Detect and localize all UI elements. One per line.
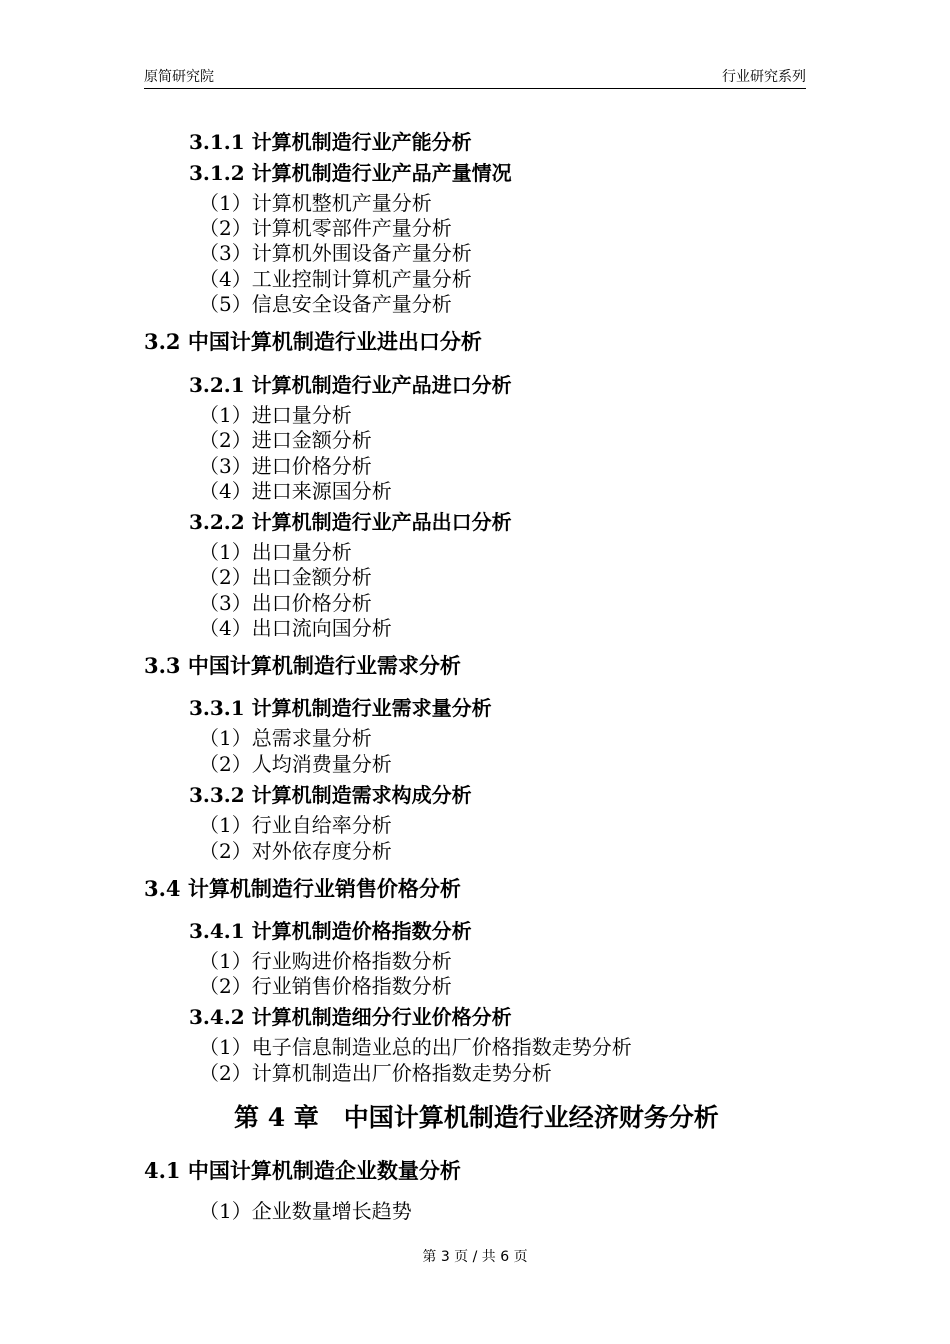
toc-subsection: 3.1.1 计算机制造行业产能分析 — [189, 130, 472, 154]
toc-subsection: 3.2.1 计算机制造行业产品进口分析 — [189, 373, 512, 397]
toc-item: （2）人均消费量分析 — [199, 752, 392, 776]
toc-section: 4.1 中国计算机制造企业数量分析 — [144, 1158, 461, 1183]
toc-subsection: 3.3.2 计算机制造需求构成分析 — [189, 783, 472, 807]
toc-item: （3）出口价格分析 — [199, 591, 372, 615]
toc-item: （2）行业销售价格指数分析 — [199, 974, 452, 998]
toc-item: （2）进口金额分析 — [199, 428, 372, 452]
toc-item: （2）计算机零部件产量分析 — [199, 216, 452, 240]
header-right: 行业研究系列 — [722, 69, 806, 85]
toc-subsection: 3.3.1 计算机制造行业需求量分析 — [189, 696, 492, 720]
toc-section: 3.3 中国计算机制造行业需求分析 — [144, 653, 461, 678]
toc-item: （1）企业数量增长趋势 — [199, 1199, 412, 1223]
toc-item: （4）进口来源国分析 — [199, 479, 392, 503]
toc-section: 3.4 计算机制造行业销售价格分析 — [144, 876, 461, 901]
toc-item: （3）进口价格分析 — [199, 454, 372, 478]
toc-item: （1）总需求量分析 — [199, 726, 372, 750]
toc-item: （4）出口流向国分析 — [199, 616, 392, 640]
toc-item: （1）电子信息制造业总的出厂价格指数走势分析 — [199, 1035, 632, 1059]
toc-chapter: 第 4 章 中国计算机制造行业经济财务分析 — [234, 1103, 719, 1132]
header-rule — [144, 88, 806, 89]
page-footer: 第 3 页 / 共 6 页 — [422, 1249, 528, 1265]
toc-subsection: 3.4.2 计算机制造细分行业价格分析 — [189, 1005, 512, 1029]
toc-subsection: 3.1.2 计算机制造行业产品产量情况 — [189, 161, 512, 185]
toc-subsection: 3.2.2 计算机制造行业产品出口分析 — [189, 510, 512, 534]
toc-item: （1）出口量分析 — [199, 540, 352, 564]
toc-item: （2）对外依存度分析 — [199, 839, 392, 863]
toc-item: （2）出口金额分析 — [199, 565, 372, 589]
toc-item: （4）工业控制计算机产量分析 — [199, 267, 472, 291]
toc-item: （1）计算机整机产量分析 — [199, 191, 432, 215]
toc-item: （3）计算机外围设备产量分析 — [199, 241, 472, 265]
toc-item: （2）计算机制造出厂价格指数走势分析 — [199, 1061, 552, 1085]
toc-subsection: 3.4.1 计算机制造价格指数分析 — [189, 919, 472, 943]
header-left: 原简研究院 — [144, 69, 214, 85]
toc-item: （1）进口量分析 — [199, 403, 352, 427]
toc-section: 3.2 中国计算机制造行业进出口分析 — [144, 329, 482, 354]
toc-item: （5）信息安全设备产量分析 — [199, 292, 452, 316]
toc-item: （1）行业自给率分析 — [199, 813, 392, 837]
toc-item: （1）行业购进价格指数分析 — [199, 949, 452, 973]
